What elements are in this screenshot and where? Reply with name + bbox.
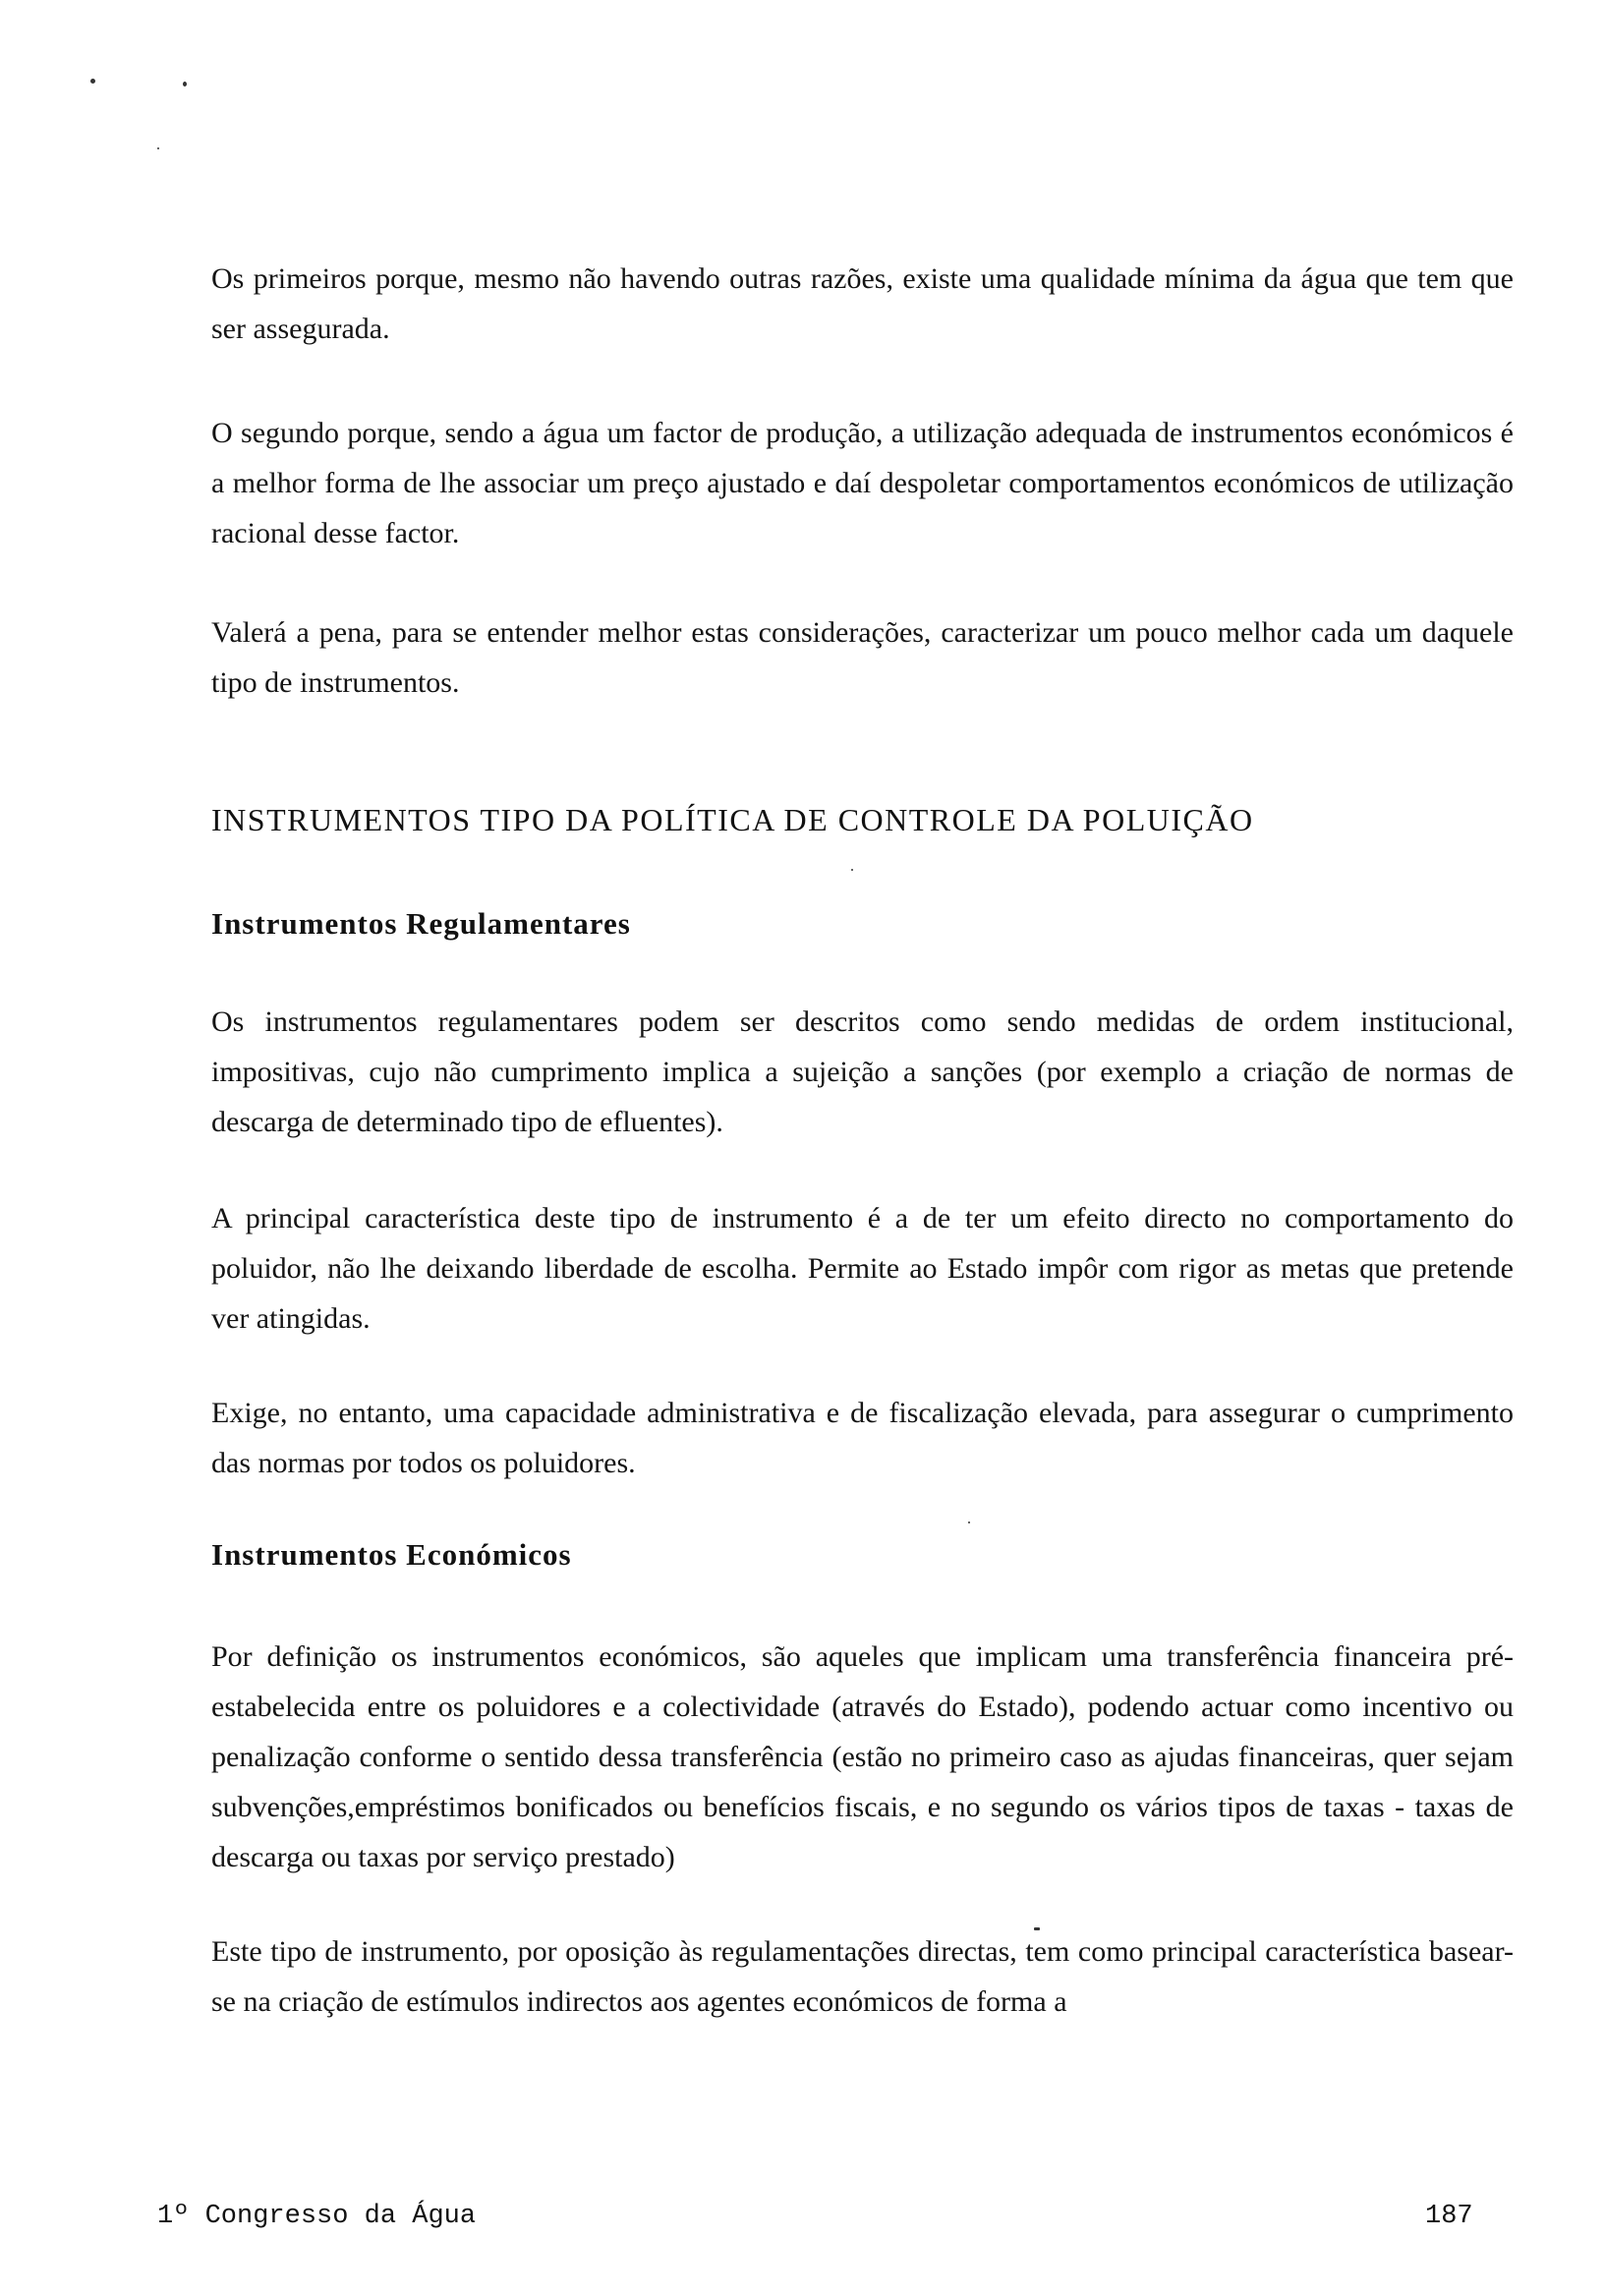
section-heading: INSTRUMENTOS TIPO DA POLÍTICA DE CONTROLE DA POLUIÇÃO xyxy=(211,802,1254,837)
paragraph-regulamentares-characteristic: A principal característica deste tipo de instrumento é a de ter um efeito directo no comportamento do poluidor, não lhe deixando liberdade de escolha. Permite ao Estado impôr com rigor as metas que pretende ver atingidas. xyxy=(211,1202,1514,1335)
paragraph-economicos-characteristic: Este tipo de instrumento, por oposição às regulamentações directas, tem como principal característica basear-se na criação de estímulos indirectos aos agentes económicos de forma a xyxy=(211,1935,1514,2018)
scan-speck xyxy=(90,79,95,84)
scan-speck xyxy=(851,869,853,871)
paragraph-regulamentares-definition: Os instrumentos regulamentares podem ser descritos como sendo medidas de ordem institucional, impositivas, cujo não cumprimento implica a sujeição a sanções (por exemplo a criação de normas de descarga de determinado tipo de efluentes). xyxy=(211,1005,1514,1138)
scan-speck xyxy=(157,147,159,149)
subheading-economicos: Instrumentos Económicos xyxy=(211,1537,572,1572)
paragraph-economicos-definition: Por definição os instrumentos económicos, são aqueles que implicam uma transferência financeira pré-estabelecida entre os poluidores e a colectividade (através do Estado), podendo actuar como incentivo ou penalização conforme o sentido dessa transferência (estão no primeiro caso as ajudas financeiras, quer sejam subvenções,empréstimos bonificados ou benefícios fiscais, e no segundo os vários tipos de taxas - taxas de descarga ou taxas por serviço prestado) xyxy=(211,1640,1514,1873)
footer-conference-name: 1º Congresso da Água xyxy=(157,2202,477,2231)
paragraph-valera: Valerá a pena, para se entender melhor estas considerações, caracterizar um pouco melhor cada um daquele tipo de instrumentos. xyxy=(211,616,1514,699)
scan-speck xyxy=(183,82,187,86)
scan-speck xyxy=(968,1521,970,1523)
page-number: 187 xyxy=(1425,2202,1473,2231)
paragraph-primeiros: Os primeiros porque, mesmo não havendo outras razões, existe uma qualidade mínima da água que tem que ser assegurada. xyxy=(211,262,1514,345)
paragraph-segundo: O segundo porque, sendo a água um factor de produção, a utilização adequada de instrumentos económicos é a melhor forma de lhe associar um preço ajustado e daí despoletar comportamentos económicos de utilização racional desse factor. xyxy=(211,417,1514,549)
subheading-regulamentares: Instrumentos Regulamentares xyxy=(211,906,631,941)
paragraph-regulamentares-requirement: Exige, no entanto, uma capacidade administrativa e de fiscalização elevada, para assegurar o cumprimento das normas por todos os poluidores. xyxy=(211,1397,1514,1479)
